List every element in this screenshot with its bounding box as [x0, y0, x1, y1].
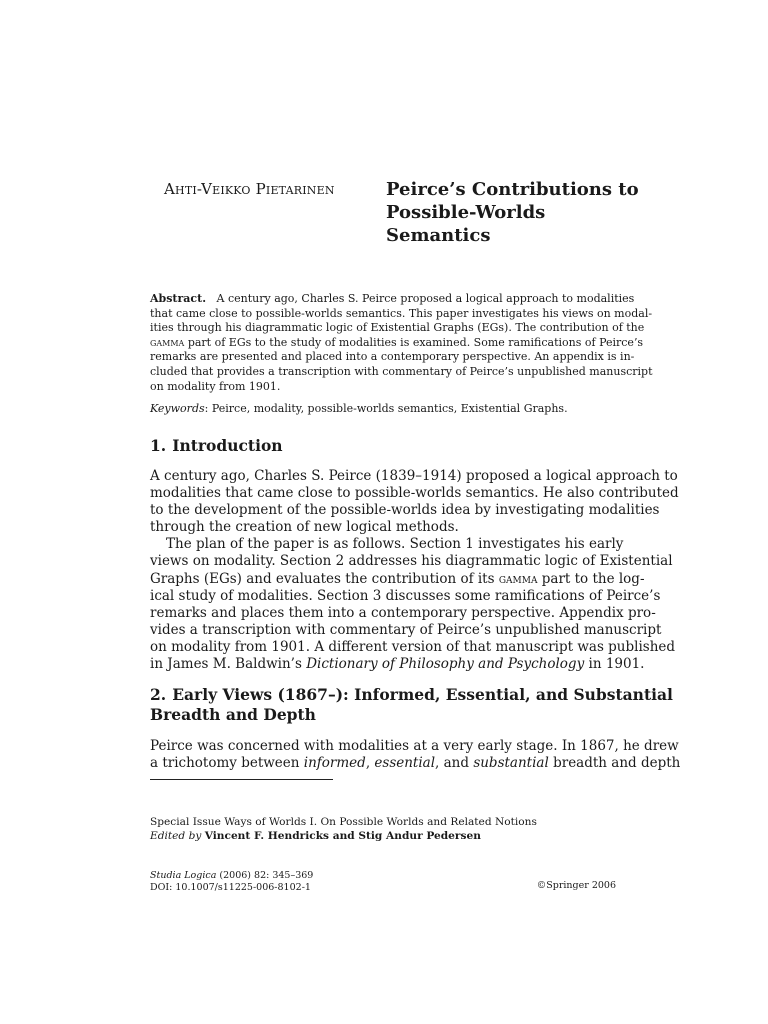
- s1-p2-line-8a: in James M. Baldwin’s: [150, 656, 302, 673]
- doi: DOI: 10.1007/s11225-006-8102-1: [150, 881, 311, 893]
- journal-name: Studia Logica: [150, 870, 217, 881]
- abstract-line-1: A century ago, Charles S. Peirce proposed a logical approach to modalities: [216, 292, 635, 305]
- copyright: ©Springer 2006: [536, 880, 616, 891]
- abstract: [150, 292, 653, 394]
- abstract-line-6: cluded that provides a transcription with commentary of Peirce’s unpublished manuscript: [150, 364, 653, 378]
- s1-p2-line-3b: part to the log-: [541, 570, 645, 587]
- s1-p1-line-2: modalities that came close to possible-worlds semantics. He also contributed: [150, 485, 679, 502]
- abstract-line-4: part of EGs to the study of modalities is examined. Some ramifications of Peirce’s: [187, 335, 644, 349]
- s1-p2-line-2: views on modality. Section 2 addresses his diagrammatic logic of Existential: [150, 553, 673, 570]
- s1-p2-line-1: The plan of the paper is as follows. Section 1 investigates his early: [166, 536, 624, 553]
- section-2-number: 2.: [150, 685, 167, 704]
- s1-p2-line-3a: Graphs (EGs) and evaluates the contribution of its: [150, 570, 495, 587]
- section-1-number: 1.: [150, 436, 167, 455]
- term-substantial: substantial: [473, 755, 549, 772]
- footnote-line-1: Special Issue Ways of Worlds I. On Possible Worlds and Related Notions: [150, 816, 537, 828]
- section-2-title-line-2: Breadth and Depth: [150, 705, 316, 724]
- gamma-term: gamma: [150, 335, 185, 349]
- s2-p1-line-1: Peirce was concerned with modalities at a very early stage. In 1867, he drew: [150, 738, 679, 754]
- gamma-term-2: gamma: [498, 570, 538, 587]
- keywords-label: Keywords: [150, 402, 205, 415]
- s2-p1-line-2a: a trichotomy between: [150, 755, 300, 772]
- section-2-heading: [150, 685, 673, 725]
- s1-p2-line-7: on modality from 1901. A different version of that manuscript was published: [150, 638, 676, 655]
- title-line-1: Peirce’s Contributions to: [386, 179, 639, 200]
- abstract-label: Abstract.: [150, 292, 207, 305]
- editors: Vincent F. Hendricks and Stig Andur Pedersen: [204, 830, 481, 843]
- abstract-line-3: ities through his diagrammatic logic of Existential Graphs (EGs). The contribution of the: [150, 321, 645, 335]
- s1-p2-line-5: remarks and places them into a contemporary perspective. Appendix pro-: [150, 604, 656, 621]
- author-name: Ahti-Veikko Pietarinen: [164, 180, 335, 198]
- title-line-2: Possible-Worlds: [386, 202, 546, 223]
- s1-p2-line-4: ical study of modalities. Section 3 discusses some ramifications of Peirce’s: [150, 587, 661, 604]
- abstract-line-7: on modality from 1901.: [150, 379, 281, 393]
- s2-p1-line-2g: breadth and depth: [553, 755, 681, 772]
- paper-title: [386, 178, 646, 247]
- section-2-title-line-1: Early Views (1867–): Informed, Essential, and Substantial: [172, 685, 673, 704]
- keywords-text: : Peirce, modality, possible-worlds semantics, Existential Graphs.: [204, 402, 568, 415]
- footnote: [150, 815, 537, 843]
- title-line-3: Semantics: [386, 225, 491, 246]
- dictionary-title: Dictionary of Philosophy and Psychology: [306, 656, 585, 673]
- section-1-body: [150, 468, 679, 673]
- term-essential: essential: [374, 755, 436, 772]
- s1-p1-line-1: A century ago, Charles S. Peirce (1839–1914) proposed a logical approach to: [150, 468, 678, 484]
- journal-info: [150, 870, 313, 893]
- abstract-line-5: remarks are presented and placed into a contemporary perspective. An appendix is in-: [150, 350, 635, 364]
- section-1-title: Introduction: [172, 436, 283, 455]
- journal-details: (2006) 82: 345–369: [219, 870, 314, 881]
- s2-p1-comma: ,: [365, 755, 371, 772]
- footnote-rule: [150, 779, 333, 780]
- abstract-line-2: that came close to possible-worlds semantics. This paper investigates his views on modal-: [150, 306, 653, 320]
- s1-p1-line-4: through the creation of new logical methods.: [150, 519, 459, 536]
- s1-p1-line-3: to the development of the possible-worlds idea by investigating modalities: [150, 502, 660, 519]
- edited-by-label: Edited by: [150, 830, 202, 843]
- s2-p1-and: , and: [435, 755, 470, 772]
- section-1-heading: [150, 436, 283, 456]
- section-2-body: [150, 738, 681, 772]
- term-informed: informed: [303, 755, 366, 772]
- s1-p2-line-6: vides a transcription with commentary of Peirce’s unpublished manuscript: [150, 621, 662, 638]
- keywords: [150, 402, 616, 416]
- s1-p2-line-8b: in 1901.: [588, 656, 645, 673]
